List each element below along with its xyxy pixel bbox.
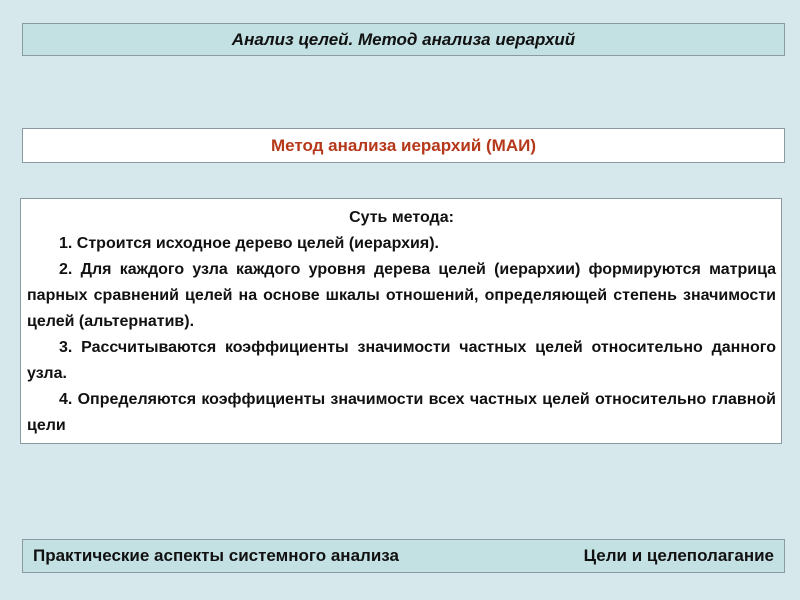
- method-title-box: [22, 128, 785, 163]
- content-heading: Суть метода:: [349, 209, 454, 226]
- footer-bar: [22, 539, 785, 573]
- list-item-4: 4. Определяются коэффициенты значимости всех частных целей относительно главной цели: [27, 391, 776, 434]
- footer-topic-title: Цели и целеполагание: [583, 546, 774, 565]
- slide-title: Анализ целей. Метод анализа иерархий: [231, 29, 576, 49]
- list-item-2: 2. Для каждого узла каждого уровня дерева целей (иерархии) формируются матрица парных сравнений целей на основе шкалы отношений, определяющей степень значимости целей (альтернатив).: [27, 261, 776, 330]
- method-title: Метод анализа иерархий (МАИ): [271, 135, 536, 155]
- list-item-1: 1. Строится исходное дерево целей (иерархия).: [59, 235, 439, 252]
- list-item-3: 3. Рассчитываются коэффициенты значимости частных целей относительно данного узла.: [27, 339, 776, 382]
- slide-title-bar: [22, 23, 785, 56]
- footer-course-title: Практические аспекты системного анализа: [33, 546, 399, 565]
- method-description-box: [20, 198, 782, 444]
